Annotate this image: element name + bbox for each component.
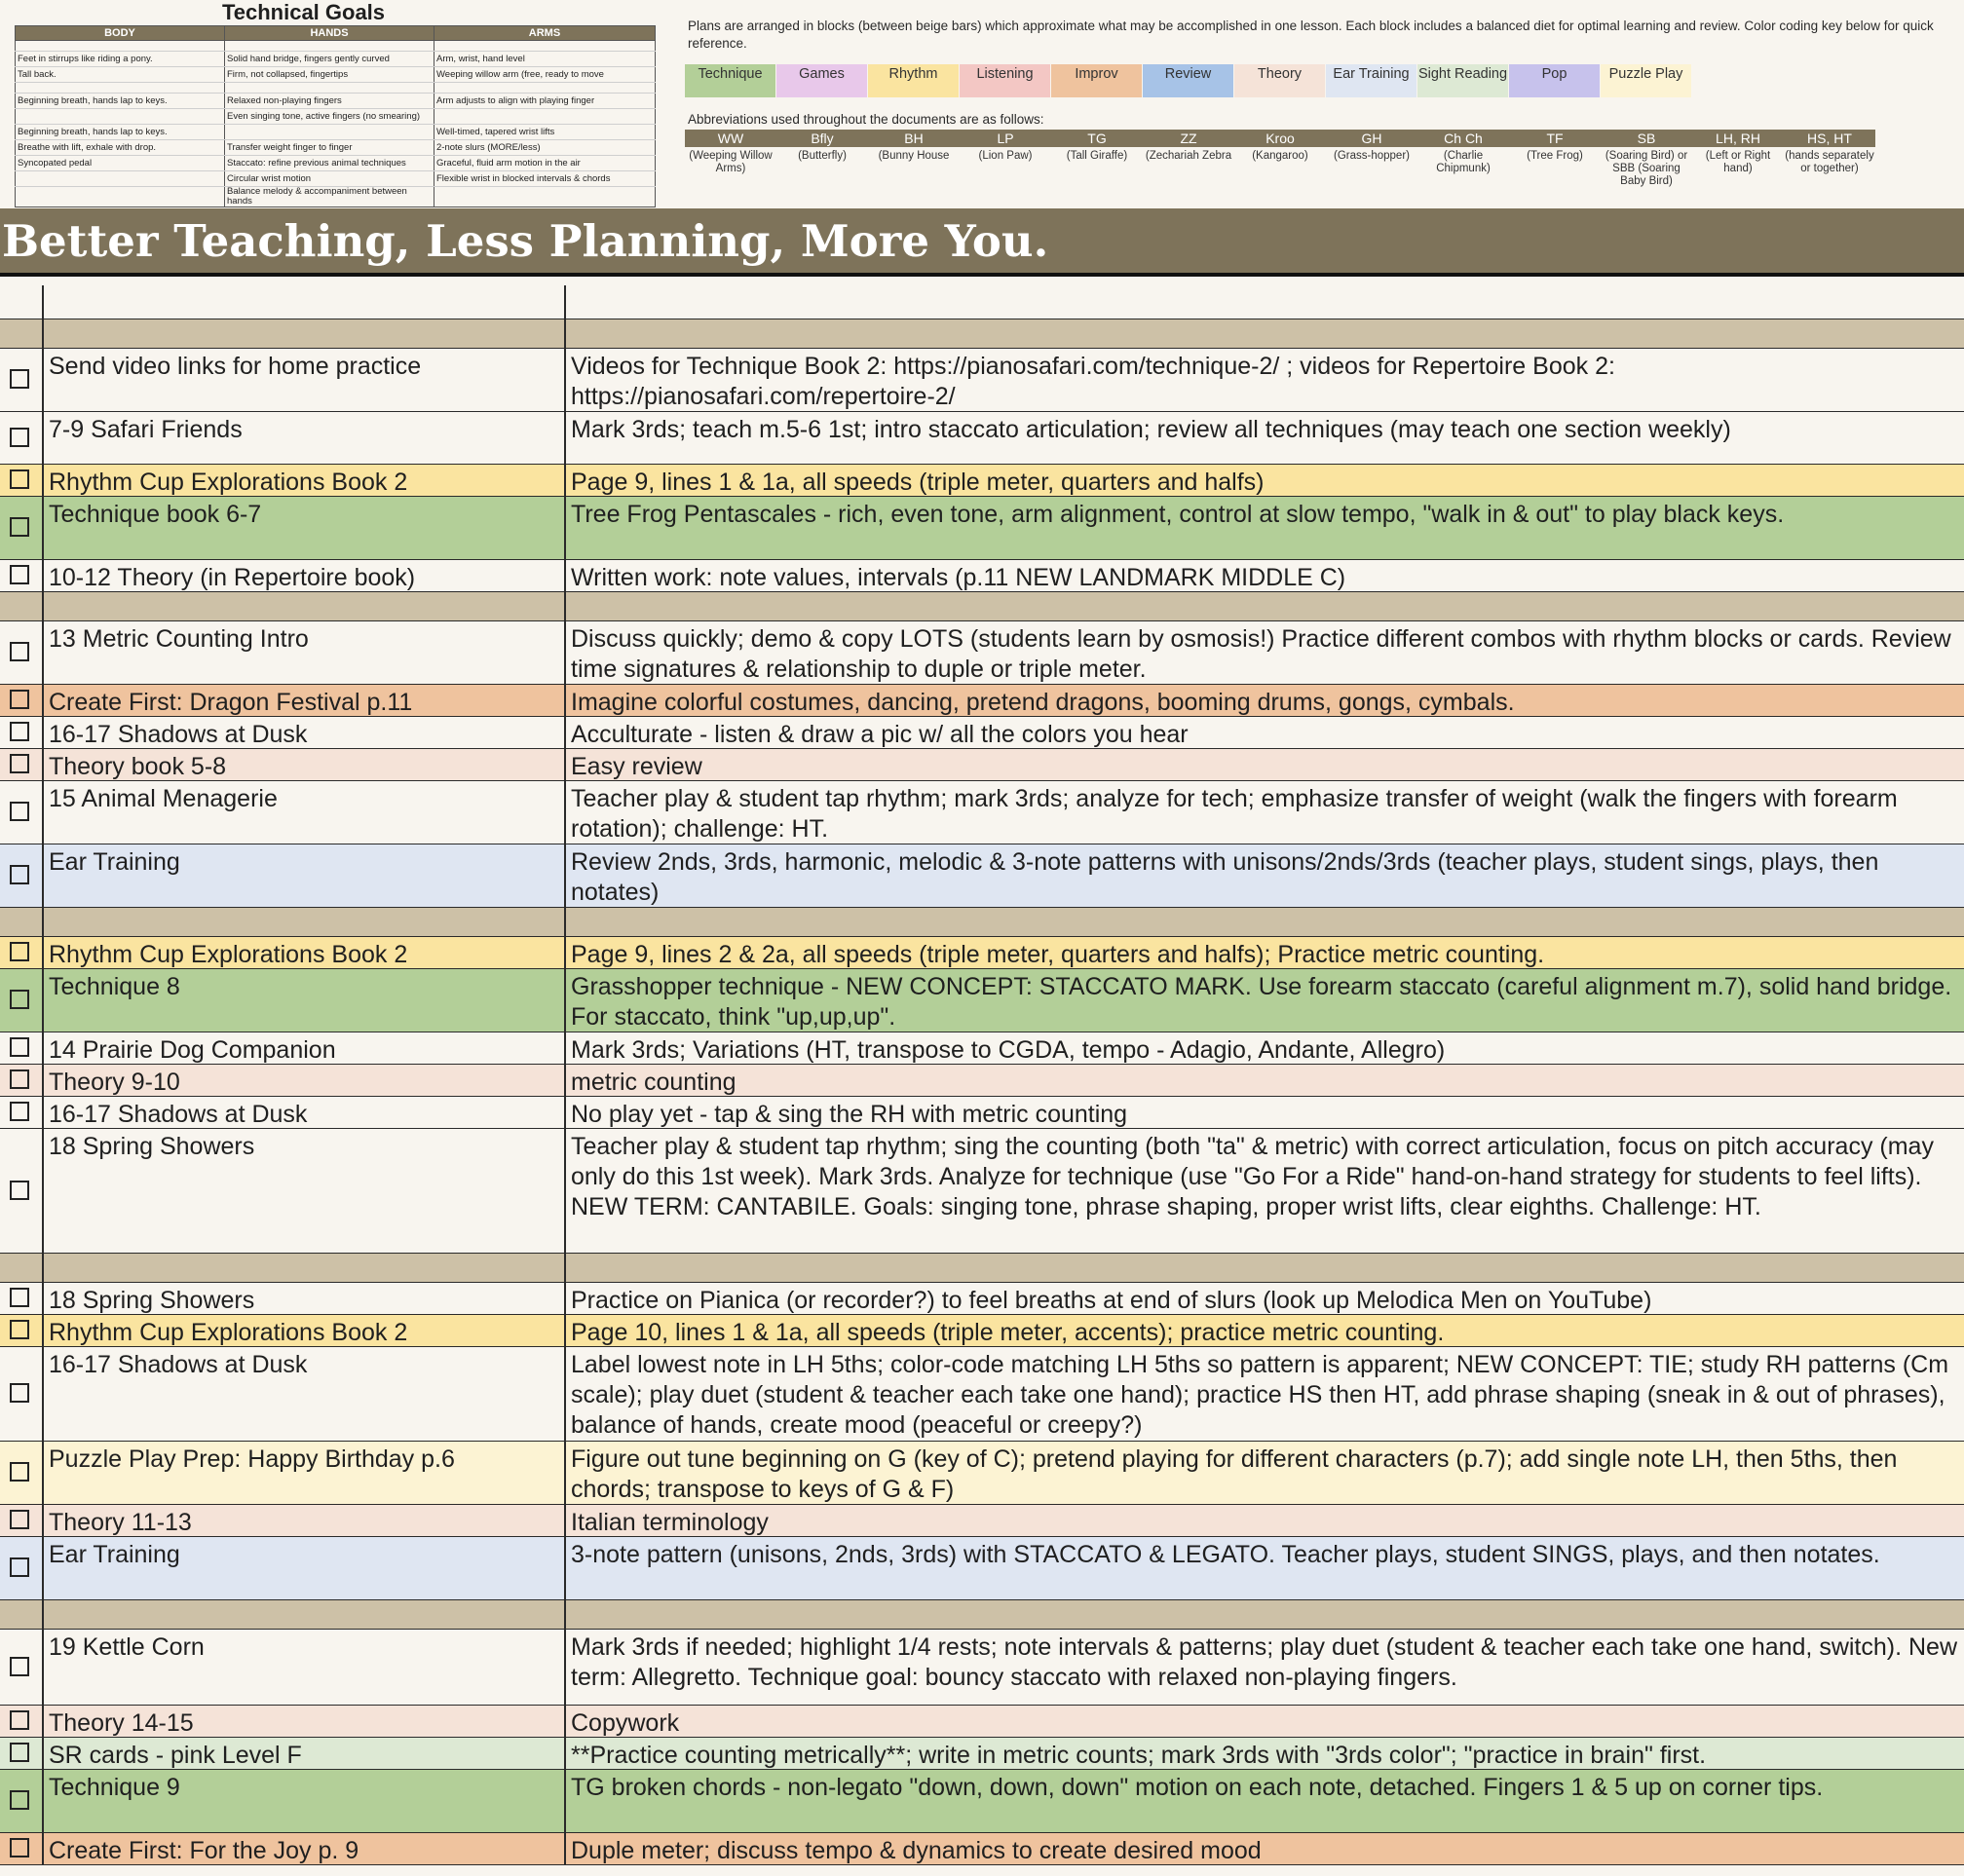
abbreviation-item [685,130,776,188]
task-checkbox[interactable] [10,517,29,537]
hands-goal [225,41,434,52]
technical-goals-row [16,140,656,156]
checkbox-cell [0,465,44,496]
plan-row [0,1738,1964,1770]
checkbox-cell [0,1032,44,1064]
task-name: Rhythm Cup Explorations Book 2 [44,465,566,496]
task-checkbox[interactable] [10,1510,29,1529]
task-notes: Page 9, lines 1 & 1a, all speeds (triple meter, quarters and halfs) [571,469,1265,496]
abbreviation-meaning: (Kangaroo) [1252,150,1308,162]
task-notes: Figure out tune beginning on G (key of C); pretend playing for different characters (p.7); add single note LH, then 5ths, then chords; transpose to keys of G & F) [571,1445,1898,1503]
checkbox-cell [0,1630,44,1705]
banner [0,208,1964,277]
plan-row [0,1833,1964,1865]
abbreviation-meaning: (Zechariah Zebra [1145,150,1232,162]
checkbox-cell [0,969,44,1032]
arms-goal [434,83,656,94]
abbreviation-meaning: (Grass-hopper) [1334,150,1410,162]
color-key-review: Review [1143,64,1233,97]
task-notes: TG broken chords - non-legato "down, down, down" motion on each note, detached. Fingers 1 & 5 up on corner tips. [571,1774,1824,1801]
body-goal: Syncopated pedal [16,156,225,171]
task-name: 10-12 Theory (in Repertoire book) [44,560,566,591]
task-notes: Copywork [571,1709,680,1737]
technical-goals-row [16,109,656,125]
task-name [44,1254,566,1282]
plan-row [0,844,1964,908]
task-notes: Page 9, lines 2 & 2a, all speeds (triple meter, quarters and halfs); Practice metric counting. [571,941,1545,968]
abbreviations-table [685,130,1875,188]
arms-goal: Weeping willow arm (free, ready to move [434,67,656,83]
plan-row [0,1706,1964,1738]
task-checkbox[interactable] [10,1181,29,1200]
task-notes: Tree Frog Pentascales - rich, even tone, arm alignment, control at slow tempo, "walk in & out" to play black keys. [571,501,1785,528]
abbreviation-code: ZZ [1143,130,1234,147]
task-checkbox[interactable] [10,1383,29,1403]
task-name: 13 Metric Counting Intro [44,621,566,684]
abbreviation-meaning: (Tall Giraffe) [1066,150,1128,162]
checkbox-cell [0,1442,44,1504]
task-name [44,285,566,319]
plan-row [0,1442,1964,1505]
task-checkbox[interactable] [10,754,29,773]
empty-row [0,285,1964,319]
abbreviation-meaning: (Bunny House [878,150,950,162]
abbreviation-code: LP [960,130,1051,147]
task-notes: Written work: note values, intervals (p.11 NEW LANDMARK MIDDLE C) [571,564,1346,591]
task-name: 16-17 Shadows at Dusk [44,717,566,748]
plan-row [0,1315,1964,1347]
checkbox-cell [0,1600,44,1629]
plans-note: Plans are arranged in blocks (between beige bars) which approximate what may be accomplished in one lesson. Each block includes a balanced diet for optimal learning and review. Color coding key below for quick reference. [688,19,1934,51]
plan-row [0,1283,1964,1315]
checkbox-cell [0,685,44,716]
arms-goal: Flexible wrist in blocked intervals & chords [434,171,656,187]
task-checkbox[interactable] [10,1710,29,1730]
color-key [685,64,1691,97]
color-key-improv: Improv [1051,64,1142,97]
abbreviation-code: HS, HT [1784,130,1875,147]
color-key-sight-reading: Sight Reading [1417,64,1508,97]
task-notes [566,592,1964,620]
task-name: 18 Spring Showers [44,1129,566,1253]
task-notes: Teacher play & student tap rhythm; sing the counting (both "ta" & metric) with correct articulation, focus on pitch accuracy (may only do this 1st week). Mark 3rds. Analyze for technique (use "Go For a Ride" hand-on-hand strategy for students to feel lifts). NEW TERM: CANTABILE. Goals: singing tone, phrase shaping, proper wrist lifts, clear eighths. Challenge: HT. [571,1133,1934,1220]
plan-row [0,497,1964,560]
task-name: Puzzle Play Prep: Happy Birthday p.6 [44,1442,566,1504]
abbreviation-code: TF [1509,130,1601,147]
abbreviation-item [868,130,960,188]
color-key-technique: Technique [685,64,775,97]
task-checkbox[interactable] [10,865,29,884]
task-name: Create First: Dragon Festival p.11 [44,685,566,716]
task-notes: Grasshopper technique - NEW CONCEPT: STACCATO MARK. Use forearm staccato (careful alignment m.7), solid hand bridge. For staccato, think "up,up,up". [571,973,1952,1031]
hands-goal: Balance melody & accompaniment between hands [225,187,434,207]
task-notes: No play yet - tap & sing the RH with metric counting [571,1101,1128,1128]
checkbox-cell [0,1706,44,1737]
plan-row [0,1537,1964,1600]
abbreviation-code: GH [1326,130,1417,147]
task-name: Ear Training [44,1537,566,1599]
lesson-divider [0,1254,1964,1283]
plan-row [0,1032,1964,1065]
lesson-plan-table [0,285,1964,1865]
task-notes: metric counting [571,1069,736,1096]
task-notes: 3-note pattern (unisons, 2nds, 3rds) with STACCATO & LEGATO. Teacher plays, student SINGS, plays, and then notates. [571,1541,1880,1568]
plan-row [0,1065,1964,1097]
arms-goal: Graceful, fluid arm motion in the air [434,156,656,171]
checkbox-cell [0,1738,44,1769]
task-notes: Practice on Pianica (or recorder?) to feel breaths at end of slurs (look up Melodica Men on YouTube) [571,1287,1652,1314]
color-key-games: Games [776,64,867,97]
plan-row [0,1770,1964,1833]
lesson-divider [0,1600,1964,1630]
technical-goals-table [15,25,656,207]
body-goal [16,41,225,52]
task-notes [566,1254,1964,1282]
abbreviation-code: Kroo [1234,130,1326,147]
abbreviation-item [1051,130,1143,188]
task-checkbox[interactable] [10,990,29,1009]
abbreviation-meaning: (hands separately or together) [1785,150,1874,174]
task-name: Technique 8 [44,969,566,1032]
task-checkbox[interactable] [10,802,29,821]
abbreviation-meaning: (Soaring Bird) or SBB (Soaring Baby Bird) [1605,150,1688,187]
task-name [44,592,566,620]
technical-goals-row [16,52,656,67]
task-notes [566,319,1964,348]
body-goal: Beginning breath, hands lap to keys. [16,94,225,109]
checkbox-cell [0,1770,44,1832]
color-key-puzzle-play: Puzzle Play [1601,64,1691,97]
abbreviations-note: Abbreviations used throughout the documents are as follows: [688,112,1044,127]
checkbox-cell [0,1065,44,1096]
task-checkbox[interactable] [10,1557,29,1577]
checkbox-cell [0,497,44,559]
col-header-hands: HANDS [225,26,434,41]
checkbox-cell [0,1833,44,1864]
task-notes: Page 10, lines 1 & 1a, all speeds (triple meter, accents); practice metric counting. [571,1319,1445,1346]
plan-row [0,1505,1964,1537]
lesson-divider [0,319,1964,349]
task-name: 14 Prairie Dog Companion [44,1032,566,1064]
task-name: 7-9 Safari Friends [44,412,566,464]
task-notes [566,908,1964,936]
task-name [44,1600,566,1629]
task-name: Rhythm Cup Explorations Book 2 [44,937,566,968]
task-checkbox[interactable] [10,565,29,584]
task-name: Rhythm Cup Explorations Book 2 [44,1315,566,1346]
task-name: 16-17 Shadows at Dusk [44,1347,566,1441]
abbreviation-code: Ch Ch [1417,130,1509,147]
checkbox-cell [0,560,44,591]
task-name: Send video links for home practice [44,349,566,411]
abbreviation-item [1234,130,1326,188]
task-name: Theory 11-13 [44,1505,566,1536]
arms-goal: Arm, wrist, hand level [434,52,656,67]
task-checkbox[interactable] [10,1288,29,1307]
hands-goal: Even singing tone, active fingers (no smearing) [225,109,434,125]
task-name: Theory 9-10 [44,1065,566,1096]
abbreviation-item [960,130,1051,188]
checkbox-cell [0,908,44,936]
abbreviation-item [1601,130,1692,188]
body-goal [16,83,225,94]
task-notes: Videos for Technique Book 2: https://pianosafari.com/technique-2/ ; videos for Repertoire Book 2: https://pianosafari.com/repertoire-2/ [571,353,1615,410]
task-name: SR cards - pink Level F [44,1738,566,1769]
abbreviation-item [1784,130,1875,188]
abbreviation-meaning: (Butterfly) [798,150,847,162]
hands-goal [225,83,434,94]
technical-goals-title: Technical Goals [221,0,386,24]
checkbox-cell [0,592,44,620]
task-name: Technique 9 [44,1770,566,1832]
checkbox-cell [0,1505,44,1536]
task-checkbox[interactable] [10,942,29,961]
color-key-theory: Theory [1234,64,1325,97]
lesson-divider [0,592,1964,621]
abbreviation-item [1326,130,1417,188]
hands-goal: Firm, not collapsed, fingertips [225,67,434,83]
body-goal: Tall back. [16,67,225,83]
task-checkbox[interactable] [10,428,29,447]
plan-row [0,1347,1964,1442]
task-name: 19 Kettle Corn [44,1630,566,1705]
technical-goals-row [16,83,656,94]
plan-row [0,969,1964,1032]
task-name: Create First: For the Joy p. 9 [44,1833,566,1864]
header [0,0,1964,208]
task-checkbox[interactable] [10,1462,29,1482]
technical-goals-row [16,156,656,171]
task-name: 18 Spring Showers [44,1283,566,1314]
hands-goal: Staccato: refine previous animal techniques [225,156,434,171]
arms-goal [434,41,656,52]
task-checkbox[interactable] [10,1037,29,1057]
task-notes: Mark 3rds; teach m.5-6 1st; intro staccato articulation; review all techniques (may teach one section weekly) [571,416,1731,443]
technical-goals-row [16,125,656,140]
abbreviation-code: WW [685,130,776,147]
plan-row [0,749,1964,781]
arms-goal: Arm adjusts to align with playing finger [434,94,656,109]
hands-goal: Circular wrist motion [225,171,434,187]
task-checkbox[interactable] [10,469,29,489]
body-goal [16,109,225,125]
arms-goal [434,187,656,207]
abbreviation-item [1417,130,1509,188]
checkbox-cell [0,781,44,844]
plan-row [0,412,1964,465]
arms-goal: Well-timed, tapered wrist lifts [434,125,656,140]
task-checkbox[interactable] [10,642,29,661]
checkbox-cell [0,1129,44,1253]
abbreviation-code: LH, RH [1692,130,1784,147]
task-checkbox[interactable] [10,1102,29,1121]
task-notes: Teacher play & student tap rhythm; mark 3rds; analyze for tech; emphasize transfer of weight (walk the fingers with forearm rotation); challenge: HT. [571,785,1898,843]
checkbox-cell [0,1254,44,1282]
body-goal: Beginning breath, hands lap to keys. [16,125,225,140]
task-notes: Acculturate - listen & draw a pic w/ all the colors you hear [571,721,1189,748]
lesson-divider [0,908,1964,937]
task-checkbox[interactable] [10,369,29,389]
abbreviation-code: Bfly [776,130,868,147]
hands-goal: Relaxed non-playing fingers [225,94,434,109]
task-checkbox[interactable] [10,722,29,741]
body-goal [16,171,225,187]
technical-goals-row [16,41,656,52]
checkbox-cell [0,1283,44,1314]
technical-goals-row [16,67,656,83]
abbreviation-code: SB [1601,130,1692,147]
task-notes: Imagine colorful costumes, dancing, pretend dragons, booming drums, gongs, cymbals. [571,689,1515,716]
abbreviation-item [776,130,868,188]
plan-row [0,465,1964,497]
checkbox-cell [0,412,44,464]
plan-row [0,349,1964,412]
task-notes: **Practice counting metrically**; write in metric counts; mark 3rds with "3rds color"; "practice in brain" first. [571,1742,1707,1769]
checkbox-cell [0,621,44,684]
checkbox-cell [0,1347,44,1441]
task-name: 15 Animal Menagerie [44,781,566,844]
task-notes: Review 2nds, 3rds, harmonic, melodic & 3-note patterns with unisons/2nds/3rds (teacher plays, student sings, plays, then notates) [571,848,1879,906]
checkbox-cell [0,1097,44,1128]
task-checkbox[interactable] [10,1320,29,1339]
checkbox-cell [0,937,44,968]
checkbox-cell [0,749,44,780]
plan-row [0,1129,1964,1254]
color-key-rhythm: Rhythm [868,64,959,97]
task-notes: Mark 3rds if needed; highlight 1/4 rests; note intervals & patterns; play duet (student & teacher each take one hand, switch). New term: Allegretto. Technique goal: bouncy staccato with relaxed non-playing fingers. [571,1633,1958,1691]
color-key-listening: Listening [960,64,1050,97]
plan-row [0,685,1964,717]
task-notes: Easy review [571,753,702,780]
checkbox-cell [0,717,44,748]
task-notes: Italian terminology [571,1509,769,1536]
technical-goals-row [16,171,656,187]
abbreviation-code: BH [868,130,960,147]
task-notes: Duple meter; discuss tempo & dynamics to create desired mood [571,1837,1262,1864]
abbreviation-code: TG [1051,130,1143,147]
plan-row [0,1097,1964,1129]
checkbox-cell [0,319,44,348]
plan-row [0,1630,1964,1706]
technical-goals-row [16,94,656,109]
plan-row [0,717,1964,749]
task-checkbox[interactable] [10,1838,29,1857]
abbreviation-item [1692,130,1784,188]
task-checkbox[interactable] [10,1743,29,1762]
color-key-pop: Pop [1509,64,1600,97]
task-notes [566,285,1964,319]
checkbox-cell [0,285,44,319]
col-header-arms: ARMS [434,26,656,41]
color-key-ear-training: Ear Training [1326,64,1416,97]
task-name: Technique book 6-7 [44,497,566,559]
task-notes: Mark 3rds; Variations (HT, transpose to CGDA, tempo - Adagio, Andante, Allegro) [571,1036,1446,1064]
abbreviation-meaning: (Left or Right hand) [1705,150,1771,174]
checkbox-cell [0,1315,44,1346]
abbreviation-meaning: (Tree Frog) [1527,150,1583,162]
body-goal [16,187,225,207]
plan-row [0,621,1964,685]
hands-goal: Solid hand bridge, fingers gently curved [225,52,434,67]
checkbox-cell [0,349,44,411]
abbreviation-meaning: (Charlie Chipmunk) [1436,150,1491,174]
body-goal: Breathe with lift, exhale with drop. [16,140,225,156]
hands-goal [225,125,434,140]
task-name [44,319,566,348]
task-checkbox[interactable] [10,1069,29,1089]
arms-goal [434,109,656,125]
col-header-body: BODY [16,26,225,41]
plan-row [0,937,1964,969]
abbreviation-item [1509,130,1601,188]
task-name: 16-17 Shadows at Dusk [44,1097,566,1128]
task-name: Theory book 5-8 [44,749,566,780]
abbreviation-meaning: (Weeping Willow Arms) [689,150,773,174]
body-goal: Feet in stirrups like riding a pony. [16,52,225,67]
arms-goal: 2-note slurs (MORE/less) [434,140,656,156]
banner-title: Better Teaching, Less Planning, More You. [2,215,1049,267]
task-name: Theory 14-15 [44,1706,566,1737]
plan-row [0,560,1964,592]
task-name: Ear Training [44,844,566,907]
task-notes [566,1600,1964,1629]
task-notes: Discuss quickly; demo & copy LOTS (students learn by osmosis!) Practice different combos with rhythm blocks or cards. Review time signatures & relationship to duple or triple meter. [571,625,1951,683]
task-checkbox[interactable] [10,1657,29,1676]
abbreviation-item [1143,130,1234,188]
abbreviation-meaning: (Lion Paw) [978,150,1033,162]
task-checkbox[interactable] [10,1790,29,1810]
checkbox-cell [0,1537,44,1599]
checkbox-cell [0,844,44,907]
task-checkbox[interactable] [10,690,29,709]
technical-goals-row [16,187,656,207]
task-notes: Label lowest note in LH 5ths; color-code matching LH 5ths so pattern is apparent; NEW CONCEPT: TIE; study RH patterns (Cm scale); play duet (student & teacher each take one hand); practice HS then HT, add phrase shaping (sneak in & out of phrases), balance of hands, create mood (peaceful or creepy?) [571,1351,1949,1439]
task-name [44,908,566,936]
hands-goal: Transfer weight finger to finger [225,140,434,156]
plan-row [0,781,1964,844]
